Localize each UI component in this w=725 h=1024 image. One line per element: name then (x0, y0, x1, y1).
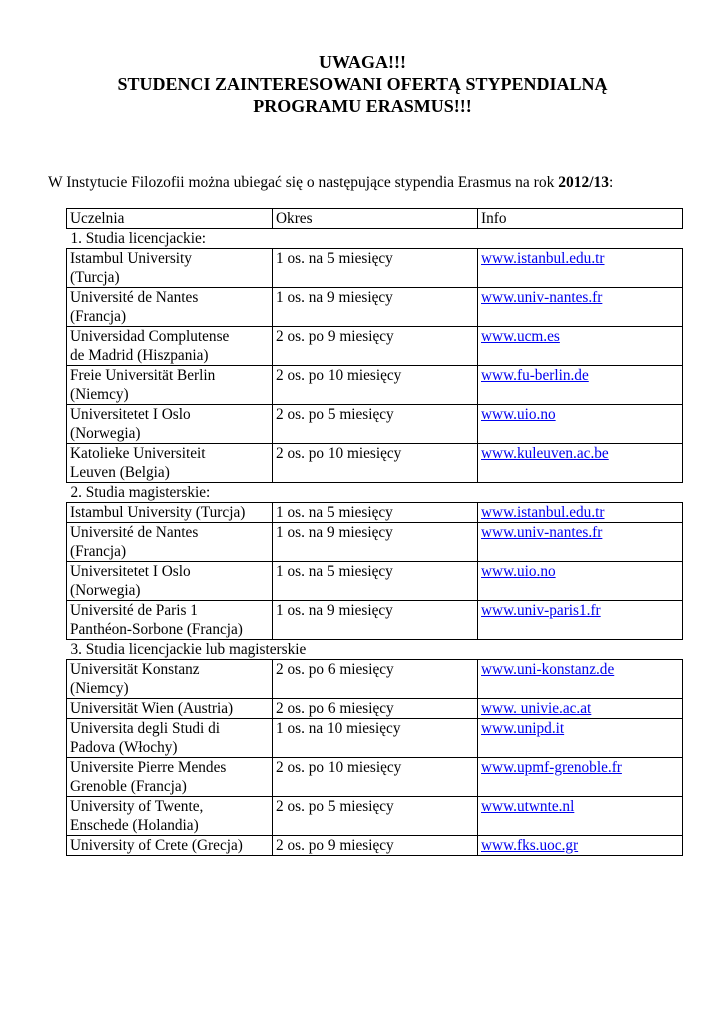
table-row (67, 523, 683, 562)
university-link[interactable]: www.kuleuven.ac.be (481, 445, 609, 462)
table-row (67, 719, 683, 758)
university-cell (67, 601, 273, 640)
period-cell: 2 os. po 9 miesięcy (273, 327, 478, 366)
university-link[interactable]: www. univie.ac.at (481, 700, 592, 717)
university-country: de Madrid (Hiszpania) (70, 347, 209, 364)
university-country: (Turcja) (70, 269, 120, 286)
heading-line-2: STUDENCI ZAINTERESOWANI OFERTĄ STYPENDIALNĄ (117, 74, 608, 94)
university-cell (67, 405, 273, 444)
university-cell (67, 249, 273, 288)
period-cell: 2 os. po 10 miesięcy (273, 444, 478, 483)
section-heading-row (67, 483, 683, 503)
section-title: 3. Studia licencjackie lub magisterskie (67, 640, 683, 660)
university-cell (67, 366, 273, 405)
university-country: Panthéon-Sorbone (Francja) (70, 621, 243, 638)
period-cell: 2 os. po 10 miesięcy (273, 758, 478, 797)
section-heading-row (67, 229, 683, 249)
period-cell: 1 os. na 9 miesięcy (273, 523, 478, 562)
info-cell (478, 327, 683, 366)
university-name: Universität Wien (Austria) (70, 700, 234, 717)
info-cell (478, 836, 683, 856)
info-cell (478, 601, 683, 640)
info-cell (478, 523, 683, 562)
period-cell: 1 os. na 9 miesięcy (273, 601, 478, 640)
table-row (67, 836, 683, 856)
header-uczelnia: Uczelnia (67, 209, 273, 229)
university-cell (67, 327, 273, 366)
university-link[interactable]: www.uio.no (481, 406, 556, 423)
university-country: Leuven (Belgia) (70, 464, 170, 481)
info-cell (478, 366, 683, 405)
university-country: Enschede (Holandia) (70, 817, 199, 834)
university-link[interactable]: www.uni-konstanz.de (481, 661, 615, 678)
university-name: Katolieke Universiteit (70, 445, 206, 462)
university-country: Grenoble (Francja) (70, 778, 187, 795)
table-row (67, 288, 683, 327)
table-row (67, 758, 683, 797)
university-cell (67, 444, 273, 483)
period-cell: 2 os. po 6 miesięcy (273, 699, 478, 719)
university-name: Istambul University (70, 250, 192, 267)
table-row (67, 366, 683, 405)
info-cell (478, 699, 683, 719)
university-link[interactable]: www.univ-nantes.fr (481, 524, 603, 541)
university-name: Université de Nantes (70, 524, 199, 541)
university-country: (Norwegia) (70, 425, 141, 442)
info-cell (478, 719, 683, 758)
period-cell: 2 os. po 5 miesięcy (273, 405, 478, 444)
university-name: Universita degli Studi di (70, 720, 220, 737)
university-cell (67, 719, 273, 758)
university-country: (Francja) (70, 543, 127, 560)
table-row (67, 660, 683, 699)
intro-suffix: : (609, 174, 614, 191)
info-cell (478, 562, 683, 601)
intro-year: 2012/13 (558, 174, 610, 191)
period-cell: 2 os. po 5 miesięcy (273, 797, 478, 836)
info-cell (478, 797, 683, 836)
university-cell (67, 503, 273, 523)
table-row (67, 699, 683, 719)
period-cell: 1 os. na 10 miesięcy (273, 719, 478, 758)
university-link[interactable]: www.ucm.es (481, 328, 560, 345)
info-cell (478, 288, 683, 327)
university-cell (67, 523, 273, 562)
table-row (67, 249, 683, 288)
university-link[interactable]: www.istanbul.edu.tr (481, 250, 605, 267)
intro-text: W Instytucie Filozofii można ubiegać się o następujące stypendia Erasmus na rok (48, 174, 559, 191)
university-link[interactable]: www.uio.no (481, 563, 556, 580)
university-link[interactable]: www.unipd.it (481, 720, 565, 737)
table-row (67, 797, 683, 836)
university-link[interactable]: www.istanbul.edu.tr (481, 504, 605, 521)
scholarship-table (66, 208, 683, 856)
university-name: Istambul University (Turcja) (70, 504, 246, 521)
university-link[interactable]: www.fks.uoc.gr (481, 837, 579, 854)
table-row (67, 444, 683, 483)
header-info: Info (478, 209, 683, 229)
period-cell: 1 os. na 9 miesięcy (273, 288, 478, 327)
university-name: Universität Konstanz (70, 661, 200, 678)
university-link[interactable]: www.utwnte.nl (481, 798, 575, 815)
table-row (67, 562, 683, 601)
university-cell (67, 758, 273, 797)
period-cell: 2 os. po 10 miesięcy (273, 366, 478, 405)
section-title: 2. Studia magisterskie: (67, 483, 683, 503)
info-cell (478, 444, 683, 483)
university-country: (Niemcy) (70, 386, 129, 403)
university-name: Universitetet I Oslo (70, 563, 191, 580)
header-okres: Okres (273, 209, 478, 229)
table-row (67, 327, 683, 366)
university-name: Université de Paris 1 (70, 602, 198, 619)
university-link[interactable]: www.fu-berlin.de (481, 367, 589, 384)
university-name: Universidad Complutense (70, 328, 230, 345)
info-cell (478, 503, 683, 523)
university-name: University of Twente, (70, 798, 204, 815)
info-cell (478, 758, 683, 797)
university-cell (67, 797, 273, 836)
university-name: University of Crete (Grecja) (70, 837, 243, 854)
table-row (67, 503, 683, 523)
intro-paragraph (48, 174, 613, 192)
info-cell (478, 405, 683, 444)
university-link[interactable]: www.upmf-grenoble.fr (481, 759, 622, 776)
university-country: (Niemcy) (70, 680, 129, 697)
university-name: Universite Pierre Mendes (70, 759, 227, 776)
university-cell (67, 562, 273, 601)
section-heading-row (67, 640, 683, 660)
university-country: (Francja) (70, 308, 127, 325)
heading-line-1: UWAGA!!! (319, 52, 406, 72)
university-name: Université de Nantes (70, 289, 199, 306)
university-link[interactable]: www.univ-nantes.fr (481, 289, 603, 306)
section-title: 1. Studia licencjackie: (67, 229, 683, 249)
university-country: (Norwegia) (70, 582, 141, 599)
university-cell (67, 660, 273, 699)
university-name: Freie Universität Berlin (70, 367, 216, 384)
info-cell (478, 660, 683, 699)
university-cell (67, 288, 273, 327)
info-cell (478, 249, 683, 288)
university-cell (67, 836, 273, 856)
period-cell: 1 os. na 5 miesięcy (273, 503, 478, 523)
table-header-row (67, 209, 683, 229)
table-row (67, 601, 683, 640)
university-link[interactable]: www.univ-paris1.fr (481, 602, 601, 619)
period-cell: 2 os. po 9 miesięcy (273, 836, 478, 856)
university-name: Universitetet I Oslo (70, 406, 191, 423)
period-cell: 1 os. na 5 miesięcy (273, 562, 478, 601)
heading-line-3: PROGRAMU ERASMUS!!! (253, 96, 472, 116)
period-cell: 1 os. na 5 miesięcy (273, 249, 478, 288)
period-cell: 2 os. po 6 miesięcy (273, 660, 478, 699)
university-cell (67, 699, 273, 719)
university-country: Padova (Włochy) (70, 739, 178, 756)
table-row (67, 405, 683, 444)
